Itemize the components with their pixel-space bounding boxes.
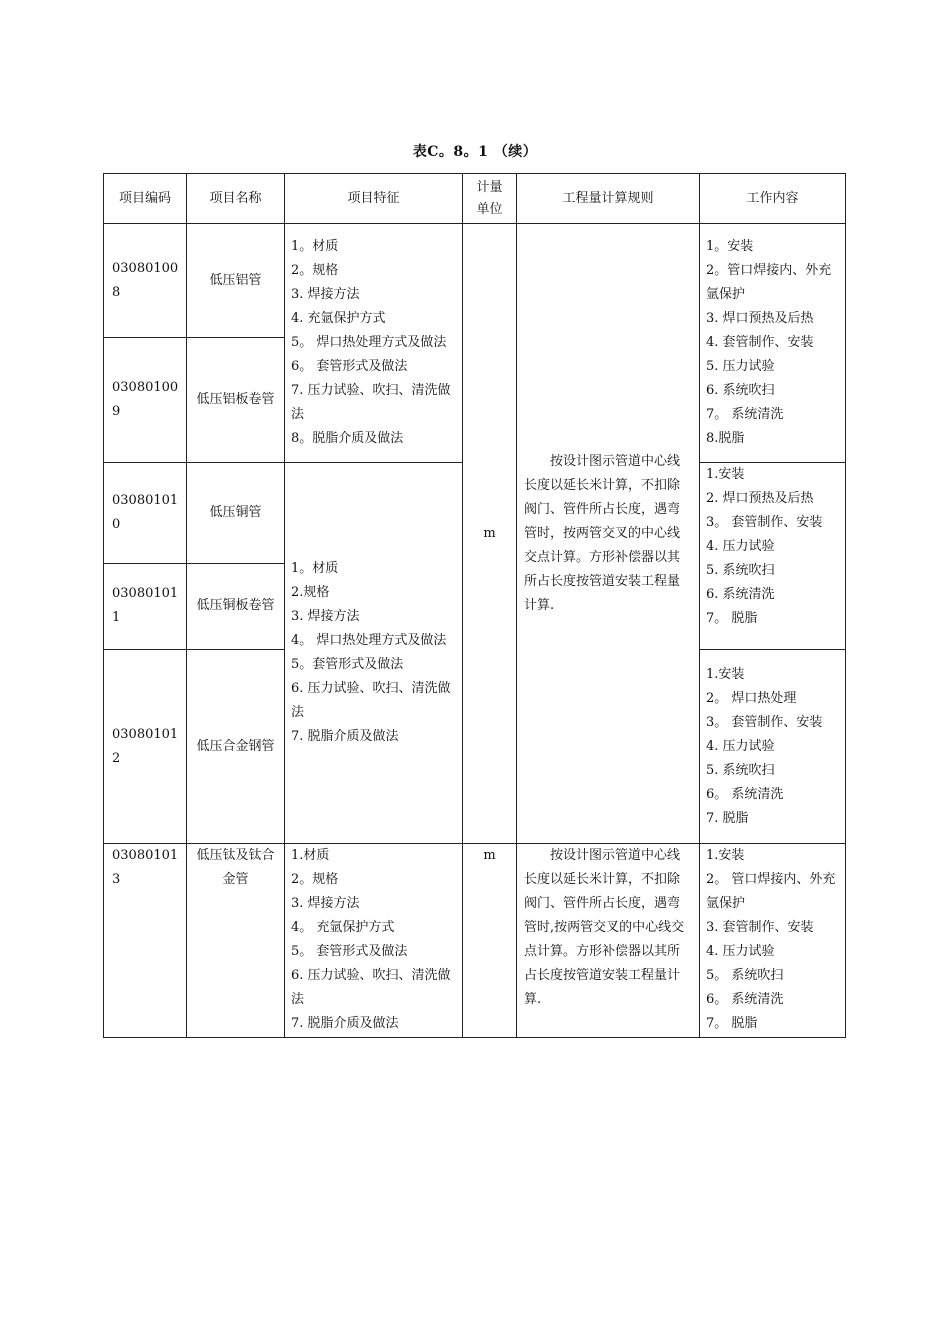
item-unit: m: [463, 224, 517, 844]
item-code: 030801008: [104, 224, 187, 338]
item-name: 低压铜管: [187, 463, 285, 564]
item-work: 1.安装 2。 焊口热处理 3。 套管制作、安装 4. 压力试验 5. 系统吹扫 6。 系统清洗 7. 脱脂: [700, 650, 846, 844]
item-work: 1。安装 2。管口焊接内、外充氩保护 3. 焊口预热及后热 4. 套管制作、安装 5. 压力试验 6. 系统吹扫 7。 系统清洗 8.脱脂: [700, 224, 846, 463]
item-unit: m: [463, 844, 517, 1038]
header-features: 项目特征: [285, 174, 463, 224]
item-name: 低压铜板卷管: [187, 563, 285, 649]
item-name: 低压合金钢管: [187, 650, 285, 844]
item-name: 低压钛及钛合金管: [187, 844, 285, 1038]
header-unit: 计量 单位: [463, 174, 517, 224]
header-row: [104, 174, 846, 224]
item-work: 1.安装 2. 焊口预热及后热 3。 套管制作、安装 4. 压力试验 5. 系统吹扫 6. 系统清洗 7。 脱脂: [700, 463, 846, 650]
table-row: [104, 844, 846, 1038]
item-code: 030801011: [104, 563, 187, 649]
item-code: 030801009: [104, 338, 187, 463]
header-rule: 工程量计算规则: [517, 174, 700, 224]
item-rule: 按设计图示管道中心线长度以延长米计算，不扣除阀门、管件所占长度，遇弯管时，按两管交叉的中心线交点计算。方形补偿器以其所占长度按管道安装工程量计算.: [517, 224, 700, 844]
header-name: 项目名称: [187, 174, 285, 224]
item-name: 低压铝板卷管: [187, 338, 285, 463]
header-code: 项目编码: [104, 174, 187, 224]
item-code: 030801010: [104, 463, 187, 564]
bill-of-quantities-table: [103, 173, 846, 1038]
item-code: 030801013: [104, 844, 187, 1038]
item-features: 1.材质 2。规格 3. 焊接方法 4。 充氩保护方式 5。 套管形式及做法 6. 压力试验、吹扫、清洗做法 7. 脱脂介质及做法: [285, 844, 463, 1038]
item-features: 1。材质 2。规格 3. 焊接方法 4. 充氩保护方式 5。 焊口热处理方式及做法 6。 套管形式及做法 7. 压力试验、吹扫、清洗做法 8。脱脂介质及做法: [285, 224, 463, 463]
item-code: 030801012: [104, 650, 187, 844]
table-row: [104, 224, 846, 338]
item-name: 低压铝管: [187, 224, 285, 338]
item-features: 1。材质 2.规格 3. 焊接方法 4。 焊口热处理方式及做法 5。套管形式及做法 6. 压力试验、吹扫、清洗做法 7. 脱脂介质及做法: [285, 463, 463, 844]
table-title: 表C。8。1 （续）: [412, 144, 538, 160]
header-work: 工作内容: [700, 174, 846, 224]
item-work: 1.安装 2。 管口焊接内、外充氩保护 3. 套管制作、安装 4. 压力试验 5。 系统吹扫 6。 系统清洗 7。 脱脂: [700, 844, 846, 1038]
item-rule: 按设计图示管道中心线长度以延长米计算，不扣除阀门、管件所占长度，遇弯管时,按两管交叉的中心线交点计算。方形补偿器以其所占长度按管道安装工程量计算.: [517, 844, 700, 1038]
